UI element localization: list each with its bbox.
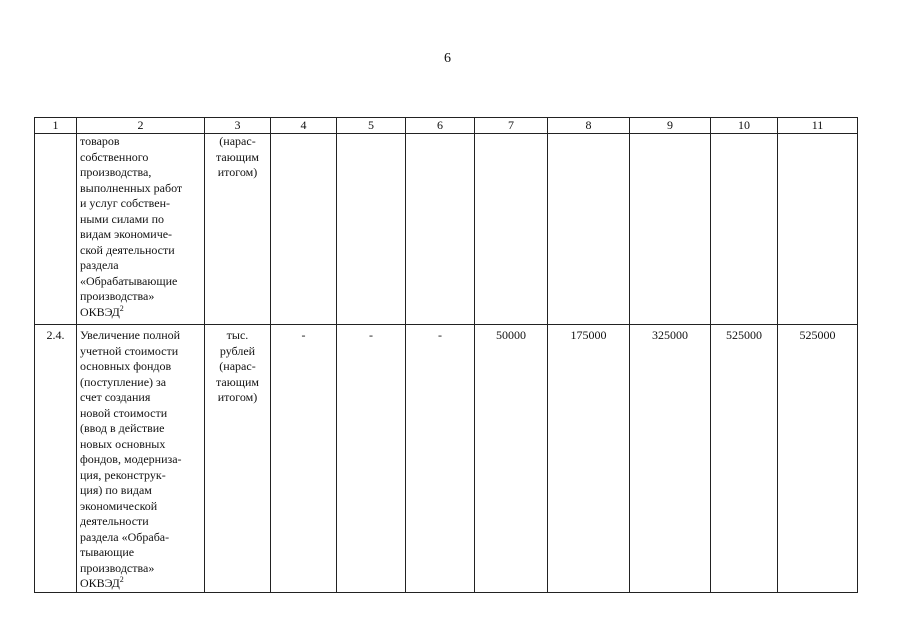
header-col-8: 8 <box>548 118 630 134</box>
header-col-1: 1 <box>35 118 77 134</box>
header-col-7: 7 <box>475 118 548 134</box>
row-number <box>35 134 77 325</box>
page-number: 6 <box>444 51 451 66</box>
value-col-11 <box>778 134 858 325</box>
header-col-3: 3 <box>205 118 271 134</box>
row-number: 2.4. <box>35 325 77 593</box>
unit-cell: тыс. рублей (нарас- тающим итогом) <box>205 325 271 593</box>
value-col-8 <box>548 134 630 325</box>
data-table <box>34 117 858 593</box>
value-col-4: - <box>271 325 337 593</box>
header-col-6: 6 <box>406 118 475 134</box>
value-col-6: - <box>406 325 475 593</box>
value-col-11: 525000 <box>778 325 858 593</box>
footnote-mark: 2 <box>119 303 124 313</box>
value-col-9: 325000 <box>630 325 711 593</box>
header-col-5: 5 <box>337 118 406 134</box>
value-col-9 <box>630 134 711 325</box>
header-col-9: 9 <box>630 118 711 134</box>
value-col-7: 50000 <box>475 325 548 593</box>
value-col-10: 525000 <box>711 325 778 593</box>
value-col-8: 175000 <box>548 325 630 593</box>
indicator-name <box>77 134 205 325</box>
table-row <box>35 325 858 593</box>
value-col-5: - <box>337 325 406 593</box>
value-col-4 <box>271 134 337 325</box>
indicator-name-text: Увеличение полной учетной стоимости основных фондов (поступление) за счет создания новой стоимости (ввод в действие новых основных фондов, модерниза- ция, реконструк- ция) по видам экономической деятельности раздела «Обраба- тывающие производства» ОКВЭД <box>80 328 182 590</box>
value-col-6 <box>406 134 475 325</box>
unit-cell: (нарас- тающим итогом) <box>205 134 271 325</box>
header-col-2: 2 <box>77 118 205 134</box>
indicator-name-text: товаров собственного производства, выполненных работ и услуг собствен- ными силами по видам экономиче- ской деятельности раздела «Обрабатывающие производства» ОКВЭД <box>80 134 183 319</box>
value-col-10 <box>711 134 778 325</box>
table-header-row <box>35 118 858 134</box>
footnote-mark: 2 <box>119 575 124 584</box>
value-col-7 <box>475 134 548 325</box>
value-col-5 <box>337 134 406 325</box>
table-row <box>35 134 858 325</box>
header-col-4: 4 <box>271 118 337 134</box>
header-col-10: 10 <box>711 118 778 134</box>
header-col-11: 11 <box>778 118 858 134</box>
indicator-name <box>77 325 205 593</box>
